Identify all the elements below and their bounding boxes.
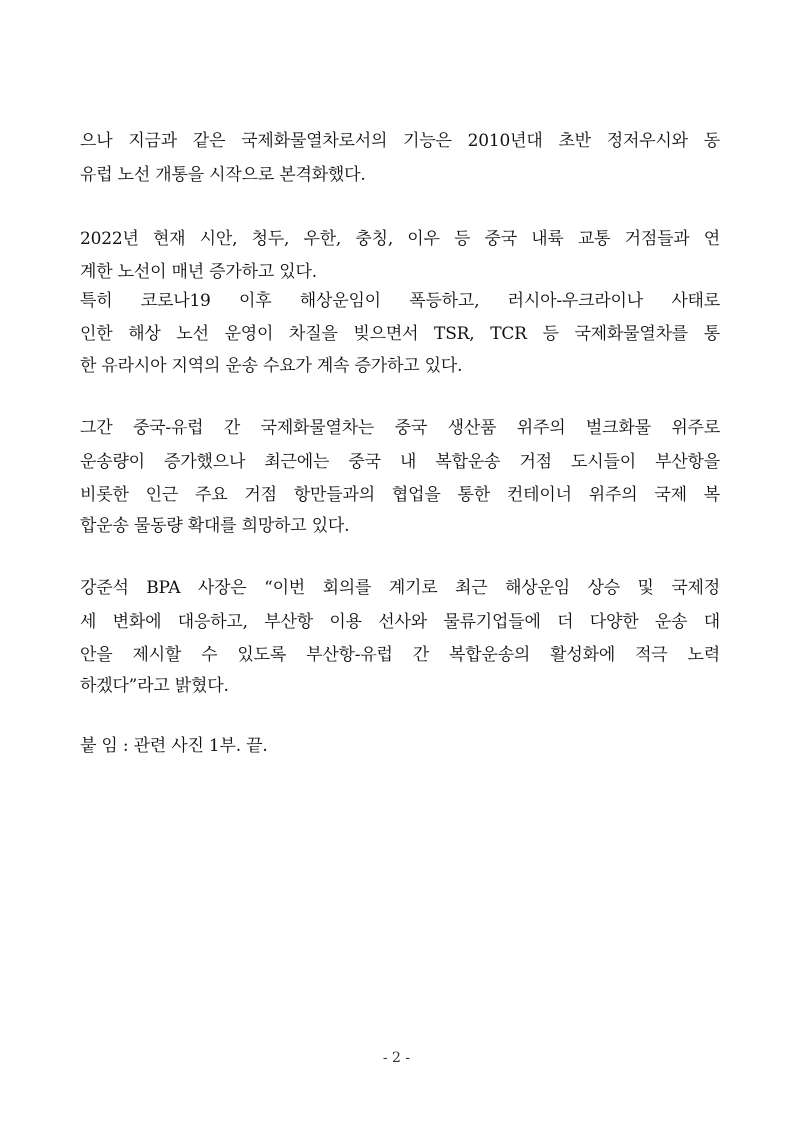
paragraph-2-line-1: 2022년 현재 시안, 청두, 우한, 충칭, 이우 등 중국 내륙 교통 거점들과 연 [80,229,720,249]
paragraph-4-line-2: 운송량이 증가했으나 최근에는 중국 내 복합운송 거점 도시들이 부산항을 [80,452,720,472]
paragraph-1-line-2: 유럽 노선 개통을 시작으로 본격화했다. [80,165,366,185]
paragraph-3-line-1: 특히 코로나19 이후 해상운임이 폭등하고, 러시아-우크라이나 사태로 [80,291,720,311]
paragraph-1-line-1: 으나 지금과 같은 국제화물열차로서의 기능은 2010년대 초반 정저우시와 동 [80,131,720,151]
paragraph-5-line-1: 강준석 BPA 사장은 “이번 회의를 계기로 최근 해상운임 상승 및 국제정 [80,578,720,598]
paragraph-3-line-2: 인한 해상 노선 운영이 차질을 빚으면서 TSR, TCR 등 국제화물열차를 통 [80,324,720,344]
paragraph-4-line-3: 비롯한 인근 주요 거점 항만들과의 협업을 통한 컨테이너 위주의 국제 복 [80,485,720,505]
paragraph-5-line-2: 세 변화에 대응하고, 부산항 이용 선사와 물류기업들에 더 다양한 운송 대 [80,612,720,632]
paragraph-3-line-3: 한 유라시아 지역의 운송 수요가 계속 증가하고 있다. [80,356,463,376]
page-number: - 2 - [382,1050,411,1066]
paragraph-5-line-4: 하겠다”라고 밝혔다. [80,676,229,696]
paragraph-4-line-4: 합운송 물동량 확대를 희망하고 있다. [80,516,350,536]
attachment-note: 붙 임 : 관련 사진 1부. 끝. [80,736,268,756]
paragraph-5-line-3: 안을 제시할 수 있도록 부산항-유럽 간 복합운송의 활성화에 적극 노력 [80,645,720,665]
paragraph-4-line-1: 그간 중국-유럽 간 국제화물열차는 중국 생산품 위주의 벌크화물 위주로 [80,418,720,438]
paragraph-2-line-2: 계한 노선이 매년 증가하고 있다. [80,262,317,282]
